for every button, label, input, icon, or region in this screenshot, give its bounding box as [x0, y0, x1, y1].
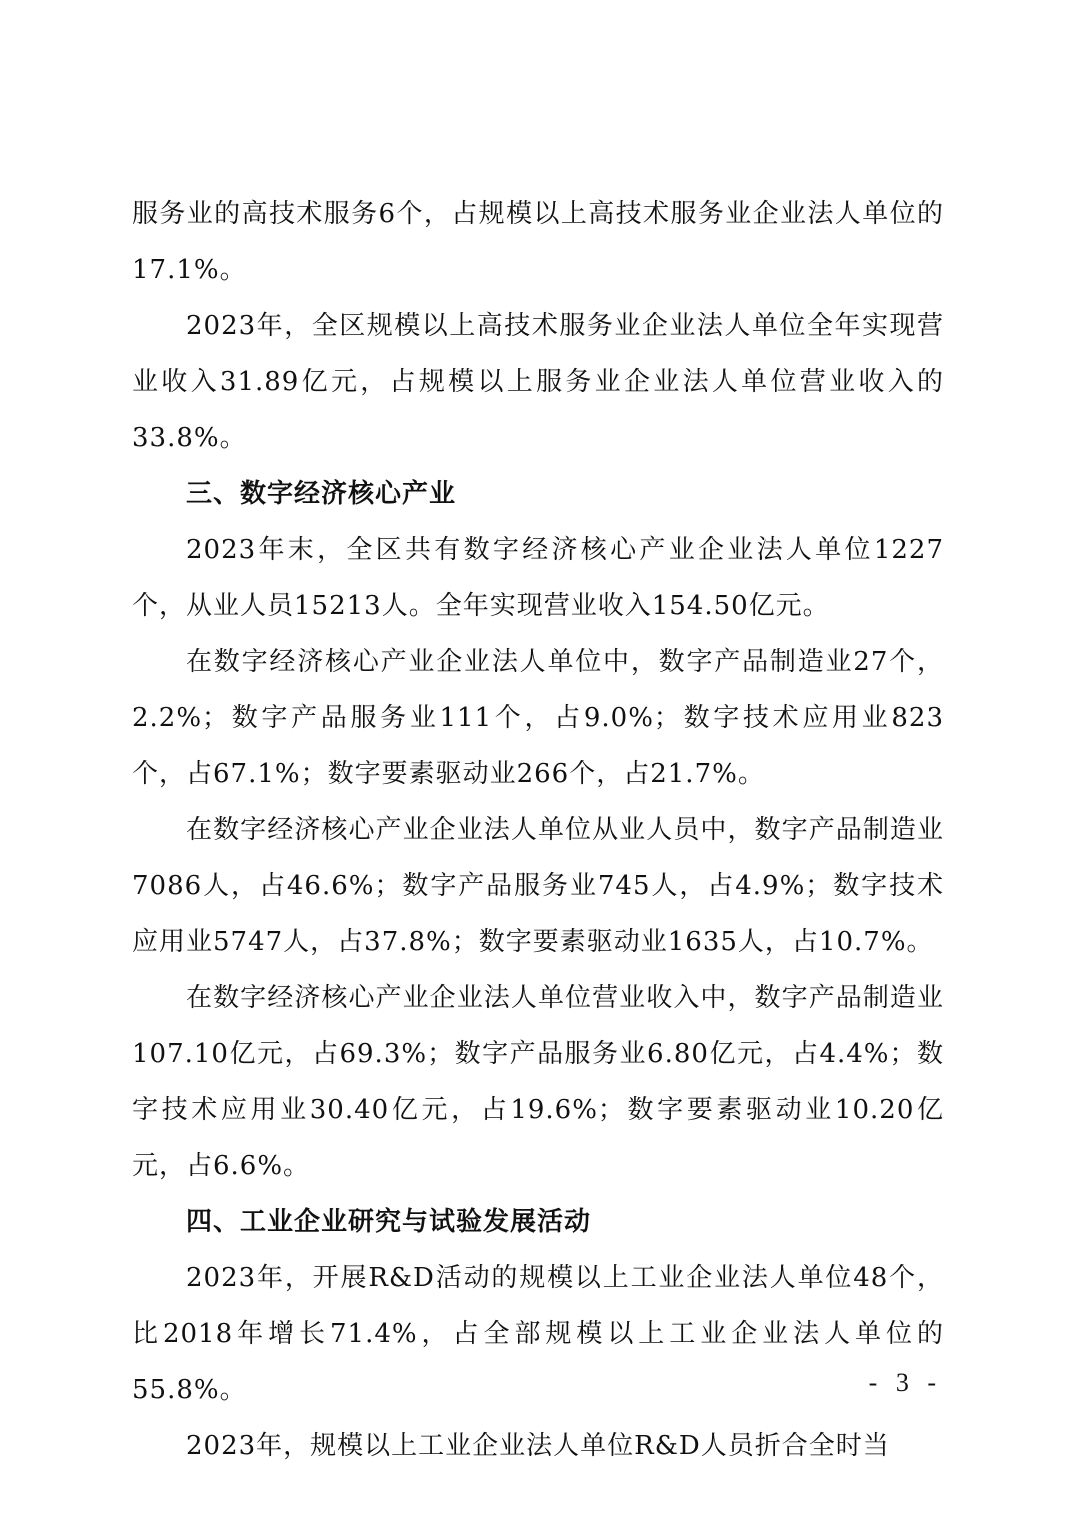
paragraph: 2023年末，全区共有数字经济核心产业企业法人单位1227个，从业人员15213人。全年实现营业收入154.50亿元。: [132, 535, 944, 621]
paragraph: 在数字经济核心产业企业法人单位从业人员中，数字产品制造业7086人，占46.6%；数字产品服务业745人，占4.9%；数字技术应用业5747人，占37.8%；数字要素驱动业1635人，占10.7%。: [132, 815, 944, 957]
paragraph: 在数字经济核心产业企业法人单位中，数字产品制造业27个，2.2%；数字产品服务业111个，占9.0%；数字技术应用业823个，占67.1%；数字要素驱动业266个，占21.7%。: [132, 647, 944, 789]
paragraph: 在数字经济核心产业企业法人单位营业收入中，数字产品制造业107.10亿元，占69.3%；数字产品服务业6.80亿元，占4.4%；数字技术应用业30.40亿元，占19.6%；数字要素驱动业10.20亿元，占6.6%。: [132, 983, 944, 1181]
section-heading: 四、工业企业研究与试验发展活动: [186, 1207, 592, 1237]
paragraph: 2023年，规模以上工业企业法人单位R&D人员折合全时当: [186, 1431, 890, 1461]
paragraph: 2023年，全区规模以上高技术服务业企业法人单位全年实现营业收入31.89亿元，占规模以上服务业企业法人单位营业收入的33.8%。: [132, 311, 944, 453]
page-number: - 3 -: [868, 1368, 942, 1397]
paragraph: 2023年，开展R&D活动的规模以上工业企业法人单位48个，比2018年增长71.4%，占全部规模以上工业企业法人单位的55.8%。: [132, 1263, 944, 1405]
paragraph: 服务业的高技术服务6个，占规模以上高技术服务业企业法人单位的17.1%。: [132, 199, 944, 285]
body-text: [132, 186, 944, 1474]
section-heading: 三、数字经济核心产业: [186, 479, 457, 509]
